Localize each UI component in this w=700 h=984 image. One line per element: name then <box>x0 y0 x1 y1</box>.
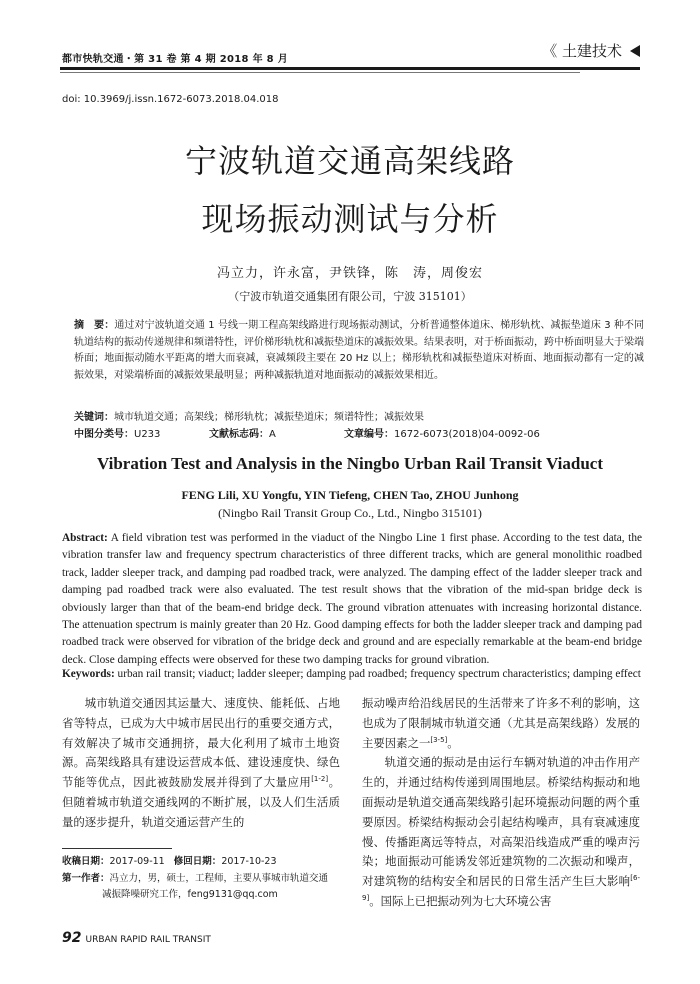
page-footer <box>62 930 211 946</box>
body-column-right <box>362 694 640 912</box>
body-text: 。 <box>447 735 459 750</box>
authors-en: FENG Lili, XU Yongfu, YIN Tiefeng, CHEN Tao, ZHOU Junhong <box>181 488 519 502</box>
body-text: 城市轨道交通因其运量大、速度快、能耗低、占地省等特点，已成为大中城市居民出行的重要交通方式，有效解决了城市交通拥挤，最大化利用了城市土地资源。高架线路具有建设运营成本低、建设速度快、绿色节能等优点，因此被鼓励发展并得到了大量应用 <box>62 696 340 790</box>
keywords-cn-label: 关键词： <box>74 412 114 423</box>
title-cn-line-1: 宁波轨道交通高架线路 <box>184 142 515 180</box>
first-author-line-1: 冯立力，男，硕士，工程师，主要从事城市轨道交通 <box>109 873 329 884</box>
keywords-cn <box>74 408 644 423</box>
citation: [1-2] <box>311 775 329 784</box>
received-date: 2017-09-11 <box>109 856 165 867</box>
body-paragraph <box>362 753 640 911</box>
keywords-cn-text: 城市轨道交通；高架线；梯形轨枕；减振垫道床；频谱特性；减振效果 <box>114 412 424 423</box>
first-author-label: 第一作者： <box>62 873 110 884</box>
journal-issue-line: 都市快轨交通・第 31 卷 第 4 期 2018 年 8 月 <box>62 54 288 65</box>
body-text: 轨道交通的振动是由运行车辆对轨道的冲击作用产生的，并通过结构传递到周围地层。桥梁结构振动和地面振动是轨道交通高架线路引起环境振动问题的两个重要原因。桥梁结构振动会引起结构噪声，具有衰减速度慢、传播距离远等特点，对高架沿线造成严重的噪声污染；地面振动可能诱发邻近建筑物的二次振动和噪声，对建筑物的结构安全和居民的日常生活产生巨大影响 <box>362 755 640 889</box>
body-paragraph <box>62 694 340 833</box>
affiliation-en: (Ningbo Rail Transit Group Co., Ltd., Ningbo 315101) <box>218 506 482 520</box>
revised-label: 修回日期： <box>173 856 222 867</box>
classification-row <box>74 425 644 440</box>
abstract-cn-text: 通过对宁波轨道交通 1 号线一期工程高架线路进行现场振动测试，分析普通整体道床、梯形轨枕、减振垫道床 3 种不同轨道结构的振动传递规律和频谱特性，评价梯形轨枕和减振垫道床的减振效果。结果表明，对于桥面振动，跨中桥面明显大于梁端桥面；地面振动随水平距离的增大而衰减，衰减频段主要在 20 Hz 以上；梯形轨枕和减振垫道床对桥面、地面振动都有一定的减振效果，对梁端桥面的减振效果最明显；两种减振轨道对地面振动的减振效果相近。 <box>74 320 644 381</box>
revised-date: 2017-10-23 <box>221 856 277 867</box>
title-cn-line-2: 现场振动测试与分析 <box>201 200 499 238</box>
doc-code-value: A <box>269 429 276 440</box>
abstract-en <box>62 530 642 669</box>
header-rule <box>60 67 640 70</box>
body-paragraph <box>362 694 640 753</box>
clc-value: U233 <box>134 429 161 440</box>
citation: [6-9] <box>362 874 640 903</box>
article-no-label: 文章编号： <box>344 429 394 440</box>
body-text: 。但随着城市轨道交通线网的不断扩展，以及人们生活质量的逐步提升，轨道交通运营产生的 <box>62 775 340 829</box>
section-label-text: 《 土建技术 <box>542 42 622 60</box>
title-en: Vibration Test and Analysis in the Ningbo Urban Rail Transit Viaduct <box>96 454 604 473</box>
received-label: 收稿日期： <box>62 856 110 867</box>
abstract-en-text: A field vibration test was performed in the viaduct of the Ningbo Line 1 first phase. According to the test data, the vibration transfer law and frequency spectrum characteristics of three different tracks, which are general monolithic roadbed track, ladder sleeper track, and damping pad roadbed track, were analyzed. The damping effect of the ladder sleeper track and damping pad roadbed track were also evaluated. The test result shows that the vibration of the mid-span bridge deck is obviously larger than that of the beam-end bridge deck. The ground vibration attenuates with increasing horizontal distance. The attenuation spectrum is mainly greater than 20 Hz. Good damping effects for both the ladder sleeper track and damping pad roadbed track were observed for vibration of the bridge deck and ground and are especially remarkable at the beam-end bridge deck. Close damping effects were observed for these two damping tracks for ground vibration. <box>62 532 642 666</box>
body-text: 。国际上已把振动列为七大环境公害 <box>369 893 552 908</box>
keywords-en-text: urban rail transit; viaduct; ladder sleeper; damping pad roadbed; frequency spectrum characteristics; damping effect <box>117 668 641 680</box>
footnote-author <box>62 871 340 903</box>
footnote-rule <box>62 848 172 849</box>
keywords-en <box>62 668 642 680</box>
page-number: 92 <box>62 930 82 946</box>
citation: [3-5] <box>430 735 448 744</box>
header-rule-thin <box>60 72 580 73</box>
affiliation-cn: （宁波市轨道交通集团有限公司，宁波 315101） <box>228 290 472 303</box>
doi: doi: 10.3969/j.issn.1672-6073.2018.04.018 <box>62 94 279 105</box>
body-text: 振动噪声给沿线居民的生活带来了许多不利的影响，这也成为了限制城市轨道交通（尤其是高架线路）发展的主要因素之一 <box>362 696 640 750</box>
body-column-left <box>62 694 340 833</box>
triangle-marker-icon <box>630 45 640 57</box>
footnote-dates <box>62 854 340 870</box>
first-author-line-2: 减振降噪研究工作，feng9131@qq.com <box>102 889 278 900</box>
footer-journal-name: URBAN RAPID RAIL TRANSIT <box>85 935 211 945</box>
abstract-cn-label: 摘 要： <box>74 320 115 331</box>
article-no-value: 1672-6073(2018)04-0092-06 <box>394 429 540 440</box>
section-label <box>542 40 640 61</box>
authors-cn: 冯立力，许永富，尹铁锋，陈 涛，周俊宏 <box>216 266 483 281</box>
abstract-en-label: Abstract: <box>62 532 108 544</box>
doc-code-label: 文献标志码： <box>209 429 269 440</box>
clc-label: 中图分类号： <box>74 429 134 440</box>
abstract-cn <box>74 318 644 384</box>
keywords-en-label: Keywords: <box>62 668 115 680</box>
